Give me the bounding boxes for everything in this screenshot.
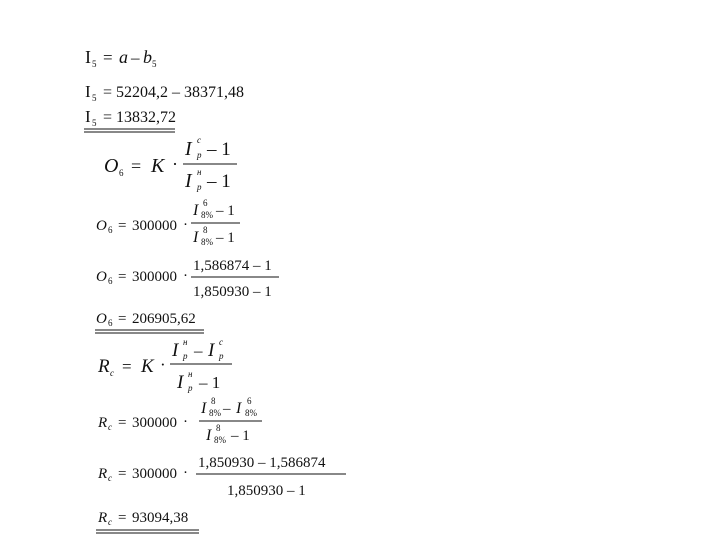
subscript: 8% (201, 237, 213, 247)
subscript: 8% (245, 408, 257, 418)
symbol-o: O (96, 218, 107, 234)
symbol-i: I (193, 202, 199, 219)
equals-sign: = (118, 415, 127, 431)
denominator: 1,850930 – 1 (227, 483, 306, 499)
subscript: p (197, 182, 202, 192)
subscript: 6 (108, 276, 113, 286)
formula-rc-substituted (97, 396, 262, 445)
symbol-r: R (98, 466, 108, 482)
symbol-i: I (208, 340, 215, 361)
equals-sign: = (131, 156, 142, 176)
equals-sign: = (118, 269, 127, 285)
formula-o6-result (95, 311, 204, 333)
formula-rc-numeric (97, 455, 346, 499)
subscript: p (219, 351, 224, 361)
symbol-a: a (119, 47, 128, 67)
subscript: p (188, 383, 193, 393)
symbol-i: I (193, 229, 199, 246)
formula-i5-definition (85, 47, 157, 69)
numerator-tail: – 1 (207, 139, 231, 160)
subscript: c (108, 517, 112, 527)
multiply-dot: · (172, 154, 178, 174)
superscript: н (197, 167, 202, 177)
multiply-dot: · (183, 268, 188, 284)
equals-sign: = (118, 218, 127, 234)
subscript: p (183, 351, 188, 361)
expression: 52204,2 – 38371,48 (116, 84, 244, 101)
subscript: c (110, 368, 114, 378)
subscript: 6 (119, 168, 124, 178)
coefficient: 300000 (132, 415, 177, 431)
equals-sign: = (118, 311, 127, 327)
subscript: 5 (92, 93, 97, 103)
symbol-r: R (98, 510, 108, 526)
formula-i5-result (84, 107, 176, 132)
multiply-dot: · (183, 465, 188, 481)
symbol-i: I (85, 47, 91, 67)
formula-rc-definition (97, 337, 232, 393)
subscript: 8% (201, 210, 213, 220)
symbol-r: R (98, 356, 110, 377)
subscript: 6 (108, 225, 113, 235)
result-value: 93094,38 (132, 510, 189, 526)
minus-sign: – (131, 48, 140, 67)
denominator: 1,850930 – 1 (193, 284, 272, 300)
symbol-k: K (151, 155, 165, 177)
equals-sign: = (103, 48, 113, 67)
symbol-i: I (206, 427, 212, 444)
formula-i5-numeric (85, 82, 244, 103)
formula-o6-definition (104, 135, 237, 192)
superscript: 8 (211, 396, 216, 406)
superscript: 6 (203, 198, 208, 208)
symbol-r: R (98, 415, 108, 431)
result-value: 13832,72 (116, 109, 176, 126)
minus-sign: – (194, 341, 203, 360)
symbol-i: I (185, 138, 192, 160)
subscript: 8% (209, 408, 221, 418)
formula-rc-result (96, 510, 199, 533)
result-value: 206905,62 (132, 311, 196, 327)
coefficient: 300000 (132, 269, 177, 285)
subscript: c (108, 473, 112, 483)
superscript: н (183, 337, 188, 347)
symbol-i: I (201, 400, 207, 417)
subscript: 5 (92, 59, 97, 69)
subscript: c (108, 422, 112, 432)
symbol-b: b (143, 47, 152, 67)
equals-sign: = (122, 357, 132, 376)
denominator-tail: – 1 (207, 171, 231, 192)
denominator-tail: – 1 (216, 230, 235, 246)
equals-sign: = (103, 109, 113, 126)
symbol-k: K (141, 356, 154, 377)
multiply-dot: · (183, 217, 188, 233)
subscript: 6 (108, 318, 113, 328)
formula-o6-numeric (96, 258, 279, 300)
minus-sign: – (223, 401, 231, 417)
denominator-tail: – 1 (199, 373, 221, 392)
symbol-o: O (96, 269, 107, 285)
equals-sign: = (118, 510, 127, 526)
denominator-tail: – 1 (231, 428, 250, 444)
equals-sign: = (118, 466, 127, 482)
coefficient: 300000 (132, 466, 177, 482)
symbol-i: I (85, 82, 91, 101)
symbol-o: O (104, 155, 119, 177)
superscript: c (219, 337, 223, 347)
numerator-tail: – 1 (216, 203, 235, 219)
superscript: 8 (216, 423, 221, 433)
symbol-i: I (85, 107, 91, 126)
superscript: 8 (203, 225, 208, 235)
symbol-o: O (96, 311, 107, 327)
symbol-i: I (236, 400, 242, 417)
symbol-i: I (172, 340, 179, 361)
superscript: н (188, 369, 193, 379)
symbol-i: I (185, 170, 192, 192)
multiply-dot: · (160, 355, 166, 374)
multiply-dot: · (183, 414, 188, 430)
formula-o6-substituted (96, 198, 240, 247)
subscript: 5 (92, 118, 97, 128)
superscript: с (197, 135, 201, 145)
numerator: 1,850930 – 1,586874 (198, 455, 326, 471)
symbol-i: I (177, 372, 184, 393)
equals-sign: = (103, 84, 113, 101)
numerator: 1,586874 – 1 (193, 258, 272, 274)
subscript: p (197, 150, 202, 160)
superscript: 6 (247, 396, 252, 406)
subscript: 5 (152, 59, 157, 69)
coefficient: 300000 (132, 218, 177, 234)
subscript: 8% (214, 435, 226, 445)
